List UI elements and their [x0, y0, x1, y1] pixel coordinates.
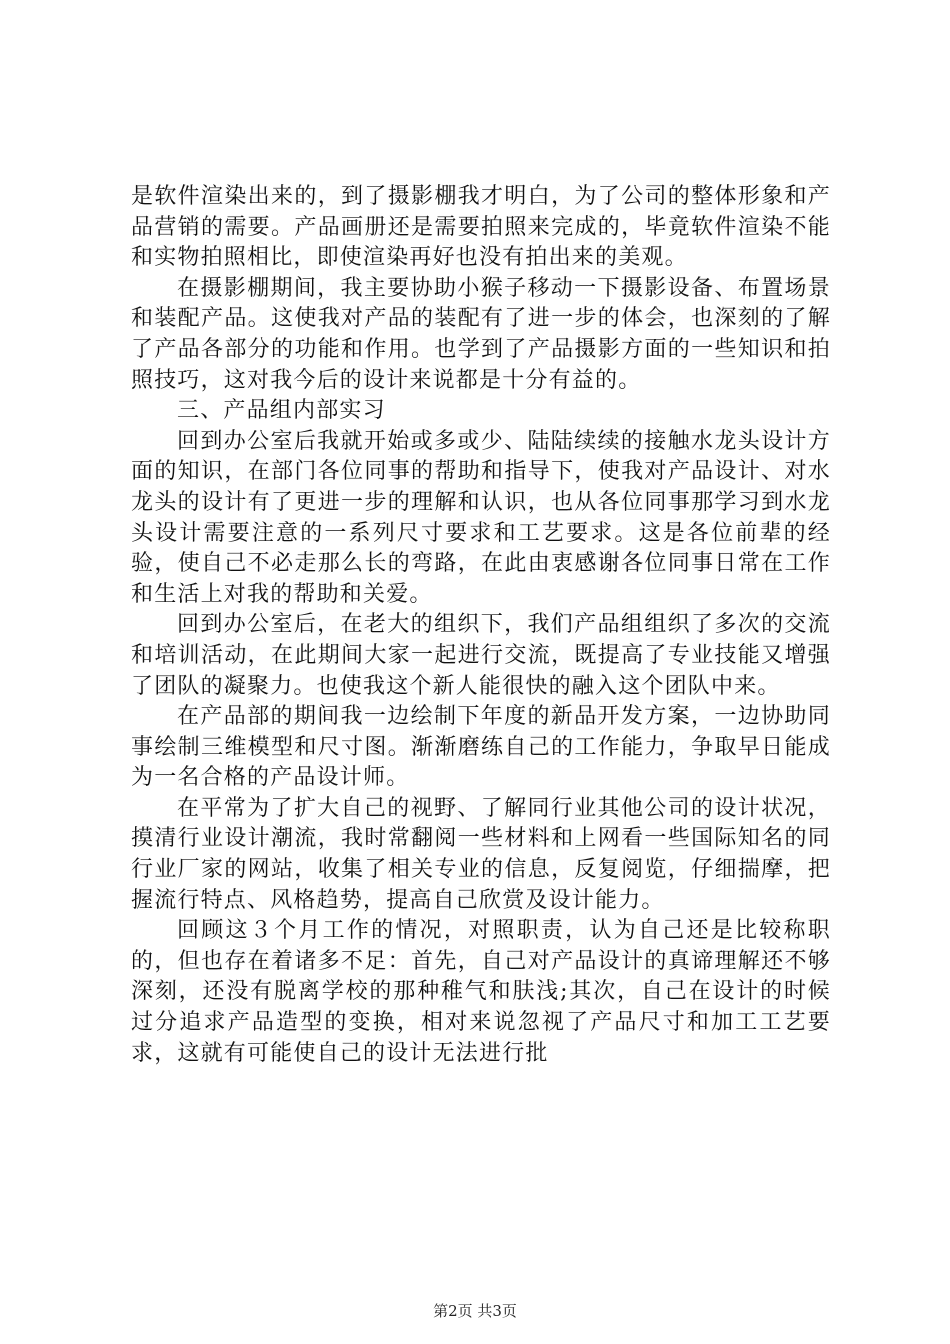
- paragraph: 回到办公室后，在老大的组织下，我们产品组组织了多次的交流和培训活动，在此期间大家一起进行交流，既提高了专业技能又增强了团队的凝聚力。也使我这个新人能很快的融入这个团队中来。: [131, 612, 831, 699]
- paragraph: 回顾这３个月工作的情况，对照职责，认为自己还是比较称职的，但也存在着诸多不足：首先，自己对产品设计的真谛理解还不够深刻，还没有脱离学校的那种稚气和肤浅;其次，自己在设计的时候过分追求产品造型的变换，相对来说忽视了产品尺寸和加工工艺要求，这就有可能使自己的设计无法进行批: [131, 918, 831, 1066]
- section-heading: 三、产品组内部实习: [177, 398, 386, 424]
- page-footer: 第2页 共3页: [433, 1302, 517, 1320]
- paragraph: 在摄影棚期间，我主要协助小猴子移动一下摄影设备、布置场景和装配产品。这使我对产品的装配有了进一步的体会，也深刻的了解了产品各部分的功能和作用。也学到了产品摄影方面的一些知识和拍照技巧，这对我今后的设计来说都是十分有益的。: [131, 275, 831, 393]
- paragraph: 回到办公室后我就开始或多或少、陆陆续续的接触水龙头设计方面的知识，在部门各位同事的帮助和指导下，使我对产品设计、对水龙头的设计有了更进一步的理解和认识，也从各位同事那学习到水龙头设计需要注意的一系列尺寸要求和工艺要求。这是各位前辈的经验，使自己不必走那么长的弯路，在此由衷感谢各位同事日常在工作和生活上对我的帮助和关爱。: [131, 428, 831, 607]
- paragraph: 在产品部的期间我一边绘制下年度的新品开发方案，一边协助同事绘制三维模型和尺寸图。渐渐磨练自己的工作能力，争取早日能成为一名合格的产品设计师。: [131, 704, 831, 791]
- paragraph: 在平常为了扩大自己的视野、了解同行业其他公司的设计状况，摸清行业设计潮流，我时常翻阅一些材料和上网看一些国际知名的同行业厂家的网站，收集了相关专业的信息，反复阅览，仔细揣摩，把握流行特点、风格趋势，提高自己欣赏及设计能力。: [131, 795, 831, 913]
- paragraph: 是软件渲染出来的，到了摄影棚我才明白，为了公司的整体形象和产品营销的需要。产品画册还是需要拍照来完成的，毕竟软件渲染不能和实物拍照相比，即使渲染再好也没有拍出来的美观。: [131, 184, 831, 271]
- document-body: [131, 182, 831, 1069]
